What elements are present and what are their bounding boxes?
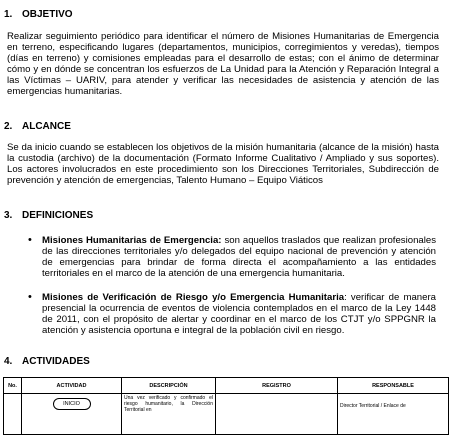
activities-table (3, 377, 449, 435)
cell-registro (216, 394, 338, 435)
section-heading-objetivo (4, 9, 73, 20)
section-heading-definiciones (4, 210, 93, 221)
section-title: ALCANCE (22, 121, 71, 132)
bullet-icon: • (28, 234, 32, 246)
table-row (4, 394, 449, 435)
cell-descripcion (122, 394, 216, 435)
column-header-descripcion: DESCRIPCIÓN (122, 378, 216, 394)
definition-item (42, 292, 436, 336)
column-header-registro: REGISTRO (216, 378, 338, 394)
bullet-icon: • (28, 291, 32, 303)
section-heading-alcance (4, 121, 71, 132)
section-number: 4. (4, 356, 13, 367)
section-title: DEFINICIONES (22, 210, 94, 221)
section-title: ACTIVIDADES (22, 356, 90, 367)
definition-item (42, 235, 436, 279)
responsible-text: Director Territorial / Enlace de (340, 403, 406, 409)
alcance-paragraph: Se da inicio cuando se establecen los objetivos de la misión humanitaria (alcance de la misión) hasta la custodia (archivo) de la documentación (Formato Informe Cualitativo / Ampliado y sus soportes). Los actores involucrados en este procedimiento son los Direcciones Territoriales, Subdirección de prevención y atención de emergencias, Talento Humano – Equipo Viáticos (7, 142, 439, 186)
section-number: 3. (4, 210, 13, 221)
cell-actividad (22, 394, 122, 435)
description-text: Una vez verificado y confirmado el riesgo humanitario, la Dirección Territorial en (124, 395, 213, 413)
section-title: OBJETIVO (22, 9, 73, 20)
cell-responsable (338, 394, 449, 435)
section-heading-actividades (4, 356, 90, 367)
column-header-no: No. (4, 378, 22, 394)
start-terminator: INICIO (53, 398, 91, 410)
section-number: 2. (4, 121, 13, 132)
cell-no (4, 394, 22, 435)
definition-text: son aquellos traslados que realizan profesionales de las direcciones territoriales y/o delegados del equipo nacional de prevención y atención de emergencias para brindar de forma directa el acompañamiento a las entidades territoriales en el marco de la atención de una emergencia humanitaria. (42, 235, 437, 279)
definition-text: : verificar de manera presencial la ocurrencia de eventos de violencia contemplados en el marco de la Ley 1448 de 2011, con el propósito de alertar y coordinar en el marco de los CTJT y/o SPPGNR la atención y asistencia oportuna e integral de la población civil en riesgo. (42, 292, 436, 336)
definition-term: Misiones Humanitarias de Emergencia: (42, 235, 222, 246)
section-number: 1. (4, 9, 13, 20)
definition-term: Misiones de Verificación de Riesgo y/o Emergencia Humanitaria (42, 292, 345, 303)
objetivo-paragraph: Realizar seguimiento periódico para identificar el número de Misiones Humanitarias de Emergencia en terreno, especificando lugares (departamentos, municipios, corregimientos y veredas), tiempos (días en terreno) y comisiones empleadas para el desarrollo de estas; con el ánimo de determinar cómo y en dónde se concentran los esfuerzos de La Unidad para la Atención y Reparación Integral a las Víctimas – UARIV, para atender y verificar las necesidades de asistencia y atención de las emergencias humanitarias. (7, 31, 439, 97)
column-header-actividad: ACTIVIDAD (22, 378, 122, 394)
table-header-row (4, 378, 449, 394)
column-header-responsable: RESPONSABLE (338, 378, 449, 394)
